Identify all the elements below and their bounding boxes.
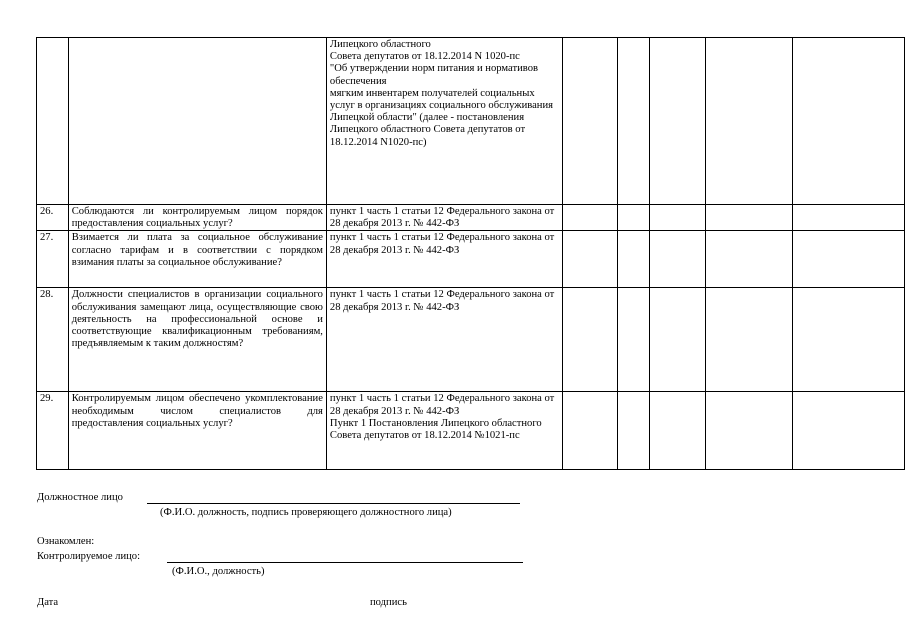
legal-basis-text: Пункт 1 Постановления Липецкого областного Совета депутатов от 18.12.2014 №1021-пс [329,417,542,442]
checklist-rows [37,38,905,470]
official-caption: (Ф.И.О. должность, подпись проверяющего должностного лица) [160,507,452,518]
legal-basis-text: пункт 1 часть 1 статьи 12 Федерального закона от 28 декабря 2013 г. № 442-ФЗ [329,232,555,256]
table-row [37,392,905,470]
answer-na-cell [650,231,706,288]
note-cell [793,231,905,288]
table-row [37,288,905,392]
answer-yes-cell [563,205,618,231]
question-cell: Контролируемым лицом обеспечено укомплектование необходимым числом специалистов для предоставления социальных услуг? [68,392,326,470]
legal-basis-cell [326,38,562,205]
answer-na-cell [650,38,706,205]
legal-basis-text: мягким инвентарем получателей социальных услуг в организациях социального обслуживания [329,87,554,112]
comment-cell [706,231,793,288]
legal-basis-text: Совета депутатов от 18.12.2014 N 1020-пс [329,51,520,63]
row-number: 27. [37,231,69,288]
legal-basis-text: пункт 1 часть 1 статьи 12 Федерального закона от 28 декабря 2013 г. № 442-ФЗ [329,393,555,417]
note-cell [793,205,905,231]
answer-yes-cell [563,392,618,470]
answer-na-cell [650,288,706,392]
note-cell [793,392,905,470]
date-label: Дата [37,597,59,608]
note-cell [793,38,905,205]
answer-yes-cell [563,38,618,205]
answer-no-cell [618,231,650,288]
answer-no-cell [618,392,650,470]
legal-basis-text: Липецкой области" (далее - постановления Липецкого областного Совета депутатов от 18.12.2014 N1020-пс) [329,112,526,148]
answer-no-cell [618,288,650,392]
question-cell [68,38,326,205]
comment-cell [706,392,793,470]
legal-basis-text: пункт 1 часть 1 статьи 12 Федерального закона от 28 декабря 2013 г. № 442-ФЗ [329,206,555,230]
legal-basis-text: Липецкого областного [329,39,431,50]
answer-yes-cell [563,288,618,392]
legal-basis-cell [326,205,562,231]
legal-basis-text: пункт 1 часть 1 статьи 12 Федерального закона от 28 декабря 2013 г. № 442-ФЗ [329,289,555,313]
question-cell: Соблюдаются ли контролируемым лицом порядок предоставления социальных услуг? [68,205,326,231]
question-cell: Должности специалистов в организации социального обслуживания замещают лица, осуществляющие свою деятельность на профессиональной основе и соответствующие квалификационным требованиям, предъявляемым к таким должностям? [68,288,326,392]
controlled-caption: (Ф.И.О., должность) [172,566,265,577]
row-number: 26. [37,205,69,231]
official-label: Должностное лицо [37,492,123,503]
official-signature-line [147,503,520,504]
question-cell: Взимается ли плата за социальное обслуживание согласно тарифам и в соответствии с порядком взимания платы за социальное обслуживание? [68,231,326,288]
row-number: 28. [37,288,69,392]
answer-yes-cell [563,231,618,288]
legal-basis-text: "Об утверждении норм питания и нормативов обеспечения [329,63,538,87]
legal-basis-cell [326,392,562,470]
legal-basis-cell [326,231,562,288]
answer-no-cell [618,205,650,231]
table-row [37,231,905,288]
row-number [37,38,69,205]
signature-label: подпись [370,597,407,608]
comment-cell [706,38,793,205]
checklist-table [36,37,905,470]
answer-no-cell [618,38,650,205]
acquainted-label: Ознакомлен: [37,536,95,547]
legal-basis-cell [326,288,562,392]
comment-cell [706,288,793,392]
answer-na-cell [650,205,706,231]
note-cell [793,288,905,392]
table-row [37,205,905,231]
comment-cell [706,205,793,231]
answer-na-cell [650,392,706,470]
row-number: 29. [37,392,69,470]
controlled-signature-line [167,562,523,563]
controlled-label: Контролируемое лицо: [37,551,141,562]
table-row [37,38,905,205]
